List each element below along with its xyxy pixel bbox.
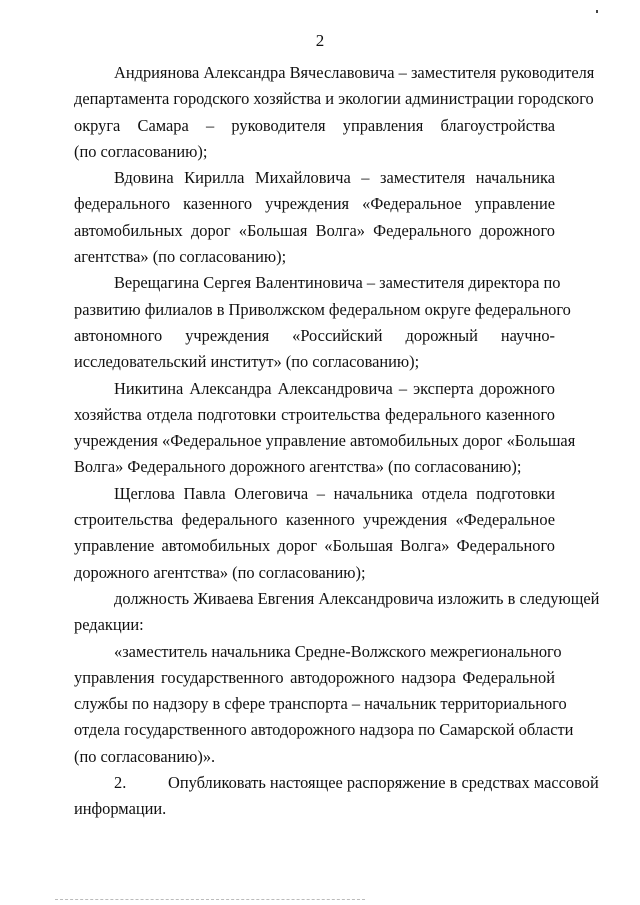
text-line: управление автомобильных дорог «Большая Волга» Федерального bbox=[74, 536, 555, 556]
text-line: (по согласованию)». bbox=[74, 746, 216, 766]
text-line: Вдовина Кирилла Михайловича – заместителя начальника bbox=[114, 168, 555, 188]
text-line: учреждения «Федеральное управление автомобильных дорог «Большая bbox=[74, 431, 576, 451]
paragraph bbox=[74, 639, 574, 770]
text-line: автомобильных дорог «Большая Волга» Федерального дорожного bbox=[74, 220, 555, 240]
paragraph bbox=[74, 270, 571, 375]
text-line: должность Живаева Евгения Александровича изложить в следующей bbox=[114, 588, 600, 608]
item-number: 2. bbox=[114, 773, 127, 793]
paragraph bbox=[74, 165, 555, 270]
text-line: округа Самара – руководителя управления благоустройства bbox=[74, 115, 555, 135]
text-line: развитию филиалов в Приволжском федеральном округе федерального bbox=[74, 299, 571, 319]
text-line: исследовательский институт» (по согласованию); bbox=[74, 352, 420, 372]
scan-speck bbox=[596, 10, 598, 13]
paragraph bbox=[74, 60, 595, 165]
text-line: Волга» Федерального дорожного агентства» (по согласованию); bbox=[74, 457, 522, 477]
text-line: отдела государственного автодорожного надзора по Самарской области bbox=[74, 720, 574, 740]
paragraph bbox=[74, 770, 599, 823]
text-line: Андриянова Александра Вячеславовича – заместителя руководителя bbox=[114, 63, 595, 82]
text-line: агентства» (по согласованию); bbox=[74, 247, 287, 267]
paragraph bbox=[74, 376, 576, 481]
page-number: 2 bbox=[315, 31, 325, 50]
text-line: (по согласованию); bbox=[74, 141, 208, 161]
text-line: Верещагина Сергея Валентиновича – заместителя директора по bbox=[114, 273, 561, 293]
text-line: информации. bbox=[74, 799, 167, 819]
text-line: Никитина Александра Александровича – эксперта дорожного bbox=[114, 378, 555, 398]
text-line: департамента городского хозяйства и экологии администрации городского bbox=[74, 89, 594, 109]
text-line: службы по надзору в сфере транспорта – начальник территориального bbox=[74, 694, 567, 714]
text-line: редакции: bbox=[74, 615, 144, 635]
scan-artifact-line bbox=[55, 899, 365, 900]
text-line: дорожного агентства» (по согласованию); bbox=[74, 562, 366, 582]
text-line: федерального казенного учреждения «Федеральное управление bbox=[74, 194, 555, 214]
text-line: «заместитель начальника Средне-Волжского межрегионального bbox=[114, 641, 562, 661]
document-body bbox=[74, 60, 600, 823]
text-line: управления государственного автодорожного надзора Федеральной bbox=[74, 667, 555, 687]
paragraph bbox=[74, 481, 555, 586]
text-line-content: Опубликовать настоящее распоряжение в средствах массовой bbox=[168, 773, 599, 793]
text-line: хозяйства отдела подготовки строительства федерального казенного bbox=[74, 404, 555, 424]
text-line: Щеглова Павла Олеговича – начальника отдела подготовки bbox=[114, 483, 555, 503]
text-line: строительства федерального казенного учреждения «Федеральное bbox=[74, 510, 555, 530]
paragraph bbox=[74, 586, 600, 639]
text-line bbox=[74, 770, 599, 796]
text-line: автономного учреждения «Российский дорожный научно- bbox=[74, 325, 555, 345]
